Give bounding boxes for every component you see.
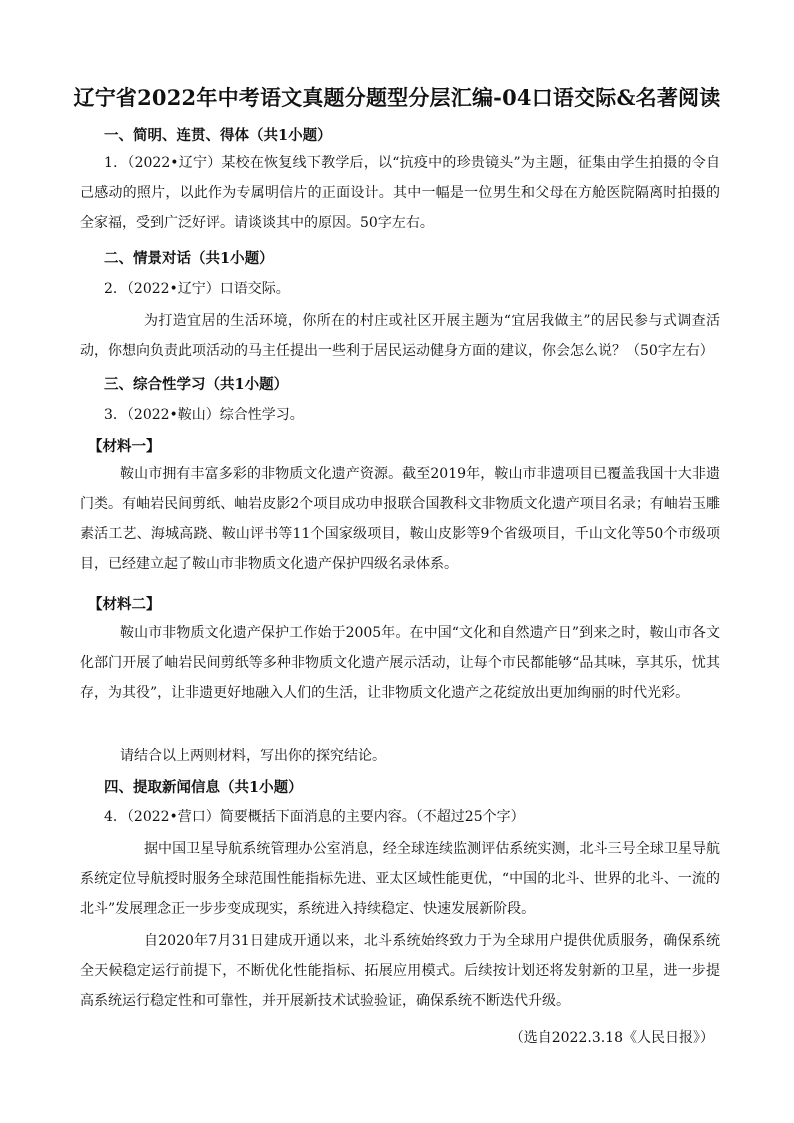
- question-2-body: 为打造宜居的生活环境，你所在的村庄或社区开展主题为“宜居我做主”的居民参与式调查活动，你想向负责此项活动的马主任提出一些利于居民运动健身方面的建议，你会怎么说？（50字左右）: [80, 313, 720, 359]
- section-heading-1: 一、简明、连贯、得体（共1小题）: [104, 127, 332, 144]
- material-1-label: 【材料一】: [88, 438, 161, 455]
- section-heading-4: 四、提取新闻信息（共1小题）: [104, 779, 303, 796]
- page-title: 辽宁省2022年中考语文真题分题型分层汇编-04口语交际&名著阅读: [73, 85, 721, 110]
- news-source: （选自2022.3.18《人民日报》）: [509, 1030, 714, 1046]
- news-paragraph-1: 据中国卫星导航系统管理办公室消息，经全球连续监测评估系统实测，北斗三号全球卫星导航系统定位导航授时服务全球范围性能指标先进、亚太区域性能更优，“中国的北斗、世界的北斗、一流的北斗”发展理念正一步步变成现实，系统进入持续稳定、快速发展新阶段。: [80, 841, 720, 917]
- question-3-prompt: 请结合以上两则材料，写出你的探究结论。: [120, 748, 386, 764]
- section-heading-3: 三、综合性学习（共1小题）: [104, 376, 289, 393]
- material-2-label: 【材料二】: [88, 596, 161, 613]
- section-heading-2: 二、情景对话（共1小题）: [104, 250, 274, 267]
- question-4: 4．（2022•营口）简要概括下面消息的主要内容。（不超过25个字）: [104, 809, 525, 825]
- material-1-text: 鞍山市拥有丰富多彩的非物质文化遗产资源。截至2019年，鞍山市非遗项目已覆盖我国十大非遗门类。有岫岩民间剪纸、岫岩皮影2个项目成功申报联合国教科文非物质文化遗产项目名录；有岫岩玉雕素活工艺、海城高跷、鞍山评书等11个国家级项目，鞍山皮影等9个省级项目，千山文化等50个市级项目，已经建立起了鞍山市非物质文化遗产保护四级名录体系。: [80, 466, 720, 572]
- news-paragraph-2: 自2020年7月31日建成开通以来，北斗系统始终致力于为全球用户提供优质服务，确保系统全天候稳定运行前提下，不断优化性能指标、拓展应用模式。后续按计划还将发射新的卫星，进一步提高系统运行稳定性和可靠性，并开展新技术试验验证，确保系统不断迭代升级。: [80, 933, 720, 1009]
- question-1: 1．（2022•辽宁）某校在恢复线下教学后，以“抗疫中的珍贵镜头”为主题，征集由学生拍摄的令自己感动的照片，以此作为专属明信片的正面设计。其中一幅是一位男生和父母在方舱医院隔离时拍摄的全家福，受到广泛好评。请谈谈其中的原因。50字左右。: [80, 155, 720, 231]
- question-3: 3．（2022•鞍山）综合性学习。: [104, 407, 304, 423]
- question-2: 2．（2022•辽宁）口语交际。: [104, 281, 290, 297]
- material-2-text: 鞍山市非物质文化遗产保护工作始于2005年。在中国“文化和自然遗产日”到来之时，鞍山市各文化部门开展了岫岩民间剪纸等多种非物质文化遗产展示活动，让每个市民都能够“品其味，享其乐，忧其存，为其役”，让非遗更好地融入人们的生活，让非物质文化遗产之花绽放出更加绚丽的时代光彩。: [80, 625, 720, 701]
